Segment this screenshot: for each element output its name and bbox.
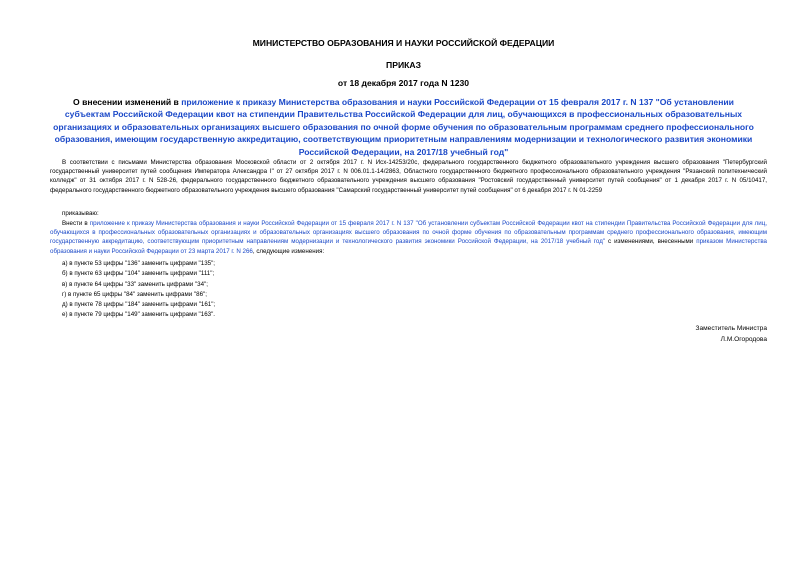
operative-mid: с изменениями, внесенными	[605, 238, 697, 246]
list-item: в) в пункте 64 цифры "33" заменить цифрами "34";	[62, 280, 208, 288]
operative-suffix: , следующие изменения:	[252, 247, 325, 255]
list-item: б) в пункте 63 цифры "104" заменить цифрами "111";	[62, 270, 215, 278]
order-word: приказываю:	[62, 210, 99, 217]
signatory-position: Заместитель Министра	[695, 325, 767, 332]
annex-link[interactable]: приложение к приказу Министерства образования и науки Российской Федерации от 15 февраля 2017 г. N 137 "Об установлении субъектам Российской Федерации квот на стипендии Правительства Российской Федерации для лиц, обучающихся в профессиональных образовательных организациях и образовательных организациях высшего образования по очной форме обучения по образовательным программам среднего профессионального образования, имеющим государственную аккредитацию, соответствующим приоритетным направлениям модернизации и технологического развития экономики Российской Федерации, на 2017/18 учебный год"	[50, 220, 767, 246]
subject-prefix: О внесении изменений в	[73, 97, 182, 107]
list-item: д) в пункте 78 цифры "184" заменить цифрами "161";	[62, 301, 216, 309]
amendment-list	[62, 259, 215, 321]
operative-paragraph	[50, 219, 767, 256]
preamble-paragraph: В соответствии с письмами Министерства образования Московской области от 2 октября 2017 г. N Исх-14253/20с, федерального государственного бюджетного образовательного учреждения высшего образования "Петербургский государственный университет путей сообщения Императора Александра I" от 27 октября 2017 г. N 006.01.1-14/2863, Областного государственного бюджетного профессионального образовательного учреждения "Рязанский политехнический колледж" от 31 октября 2017 г. N 528-26, федерального государственного бюджетного образовательного учреждения высшего образования "Ростовский государственный университет путей сообщения" от 1 декабря 2017 г. N 05/10417, федерального государственного бюджетного образовательного учреждения высшего образования "Самарский государственный университет путей сообщения" от 6 декабря 2017 г. N 01-2259	[50, 159, 767, 194]
signatory-name: Л.М.Огородова	[720, 336, 767, 343]
subject-link[interactable]: приложение к приказу Министерства образования и науки Российской Федерации от 15 февраля 2017 г. N 137 "Об установлении субъектам Российской Федерации квот на стипендии Правительства Российской Федерации для лиц, обучающихся в профессиональных образовательных организациях и образовательных организациях высшего образования по очной форме обучения по образовательным программам среднего профессионального образования, имеющим государственную аккредитацию, соответствующим приоритетным направлениям модернизации и технологического развития экономики Российской Федерации, на 2017/18 учебный год"	[53, 97, 754, 157]
ministry-title: МИНИСТЕРСТВО ОБРАЗОВАНИЯ И НАУКИ РОССИЙСКОЙ ФЕДЕРАЦИИ	[252, 38, 555, 48]
list-item: е) в пункте 79 цифры "149" заменить цифрами "163".	[62, 311, 215, 319]
amending-order-link[interactable]: приказом Министерства образования и науки Российской Федерации от 23 марта 2017 г. N 266	[50, 238, 767, 255]
document-subject	[50, 96, 757, 158]
document-date-number: от 18 декабря 2017 года N 1230	[337, 78, 470, 88]
signature-block	[695, 323, 767, 345]
list-item: г) в пункте 65 цифры "84" заменить цифрами "86";	[62, 290, 207, 298]
list-item: а) в пункте 53 цифры "136" заменить цифрами "135";	[62, 260, 215, 267]
document-type: ПРИКАЗ	[386, 60, 421, 70]
operative-prefix: Внести в	[62, 220, 90, 227]
